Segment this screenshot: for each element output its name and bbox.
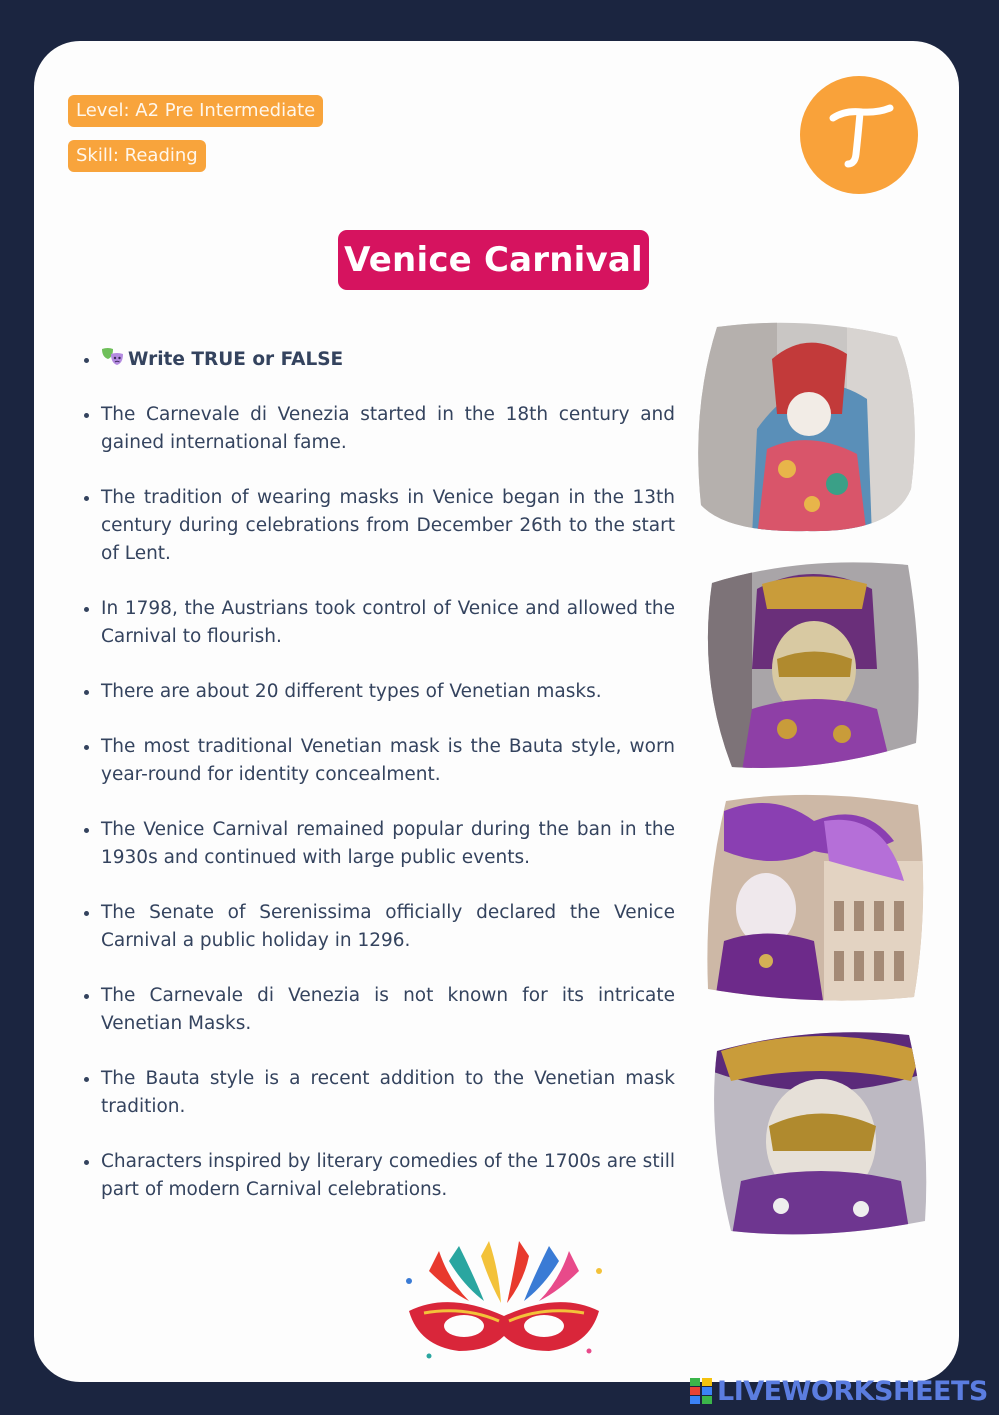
statement-item: • The Senate of Serenissima officially declared the Venice Carnival a public holiday in 1296. bbox=[101, 899, 675, 955]
statement-item: • The Carnevale di Venezia started in the 18th century and gained international fame. bbox=[101, 401, 675, 457]
title-banner bbox=[338, 230, 649, 290]
skill-tag: Skill: Reading bbox=[68, 140, 206, 172]
watermark-text: LIVEWORKSHEETS bbox=[717, 1375, 988, 1407]
statement-item: • The Carnevale di Venezia is not known for its intricate Venetian Masks. bbox=[101, 982, 675, 1038]
worksheet-card bbox=[34, 41, 959, 1382]
statement-list bbox=[80, 346, 675, 1231]
statement-item: • There are about 20 different types of Venetian masks. bbox=[101, 678, 675, 706]
statement-item: • The Bauta style is a recent addition to the Venetian mask tradition. bbox=[101, 1065, 675, 1121]
page-title: Venice Carnival bbox=[344, 240, 643, 280]
instruction-label: Write TRUE or FALSE bbox=[128, 349, 344, 370]
statement-item: • Characters inspired by literary comedies of the 1700s are still part of modern Carnival celebrations. bbox=[101, 1148, 675, 1204]
statement-item: • In 1798, the Austrians took control of Venice and allowed the Carnival to flourish. bbox=[101, 595, 675, 651]
watermark bbox=[690, 1376, 988, 1406]
theater-masks-icon bbox=[101, 347, 125, 367]
carnival-mask-illustration bbox=[389, 1241, 619, 1370]
carnival-photo-2 bbox=[702, 559, 922, 771]
instruction-item bbox=[101, 346, 675, 374]
carnival-photo-1 bbox=[697, 319, 919, 537]
carnival-photo-4 bbox=[711, 1031, 931, 1241]
level-tag: Level: A2 Pre Intermediate bbox=[68, 95, 323, 127]
liveworksheets-logo-icon bbox=[690, 1378, 712, 1404]
statement-item: • The Venice Carnival remained popular during the ban in the 1930s and continued with large public events. bbox=[101, 816, 675, 872]
statement-item: • The most traditional Venetian mask is the Bauta style, worn year-round for identity concealment. bbox=[101, 733, 675, 789]
statement-item: • The tradition of wearing masks in Venice began in the 13th century during celebrations from December 26th to the start of Lent. bbox=[101, 484, 675, 568]
teacher-logo bbox=[800, 76, 918, 194]
letter-t-icon bbox=[800, 76, 918, 194]
carnival-photo-3 bbox=[704, 791, 928, 1007]
